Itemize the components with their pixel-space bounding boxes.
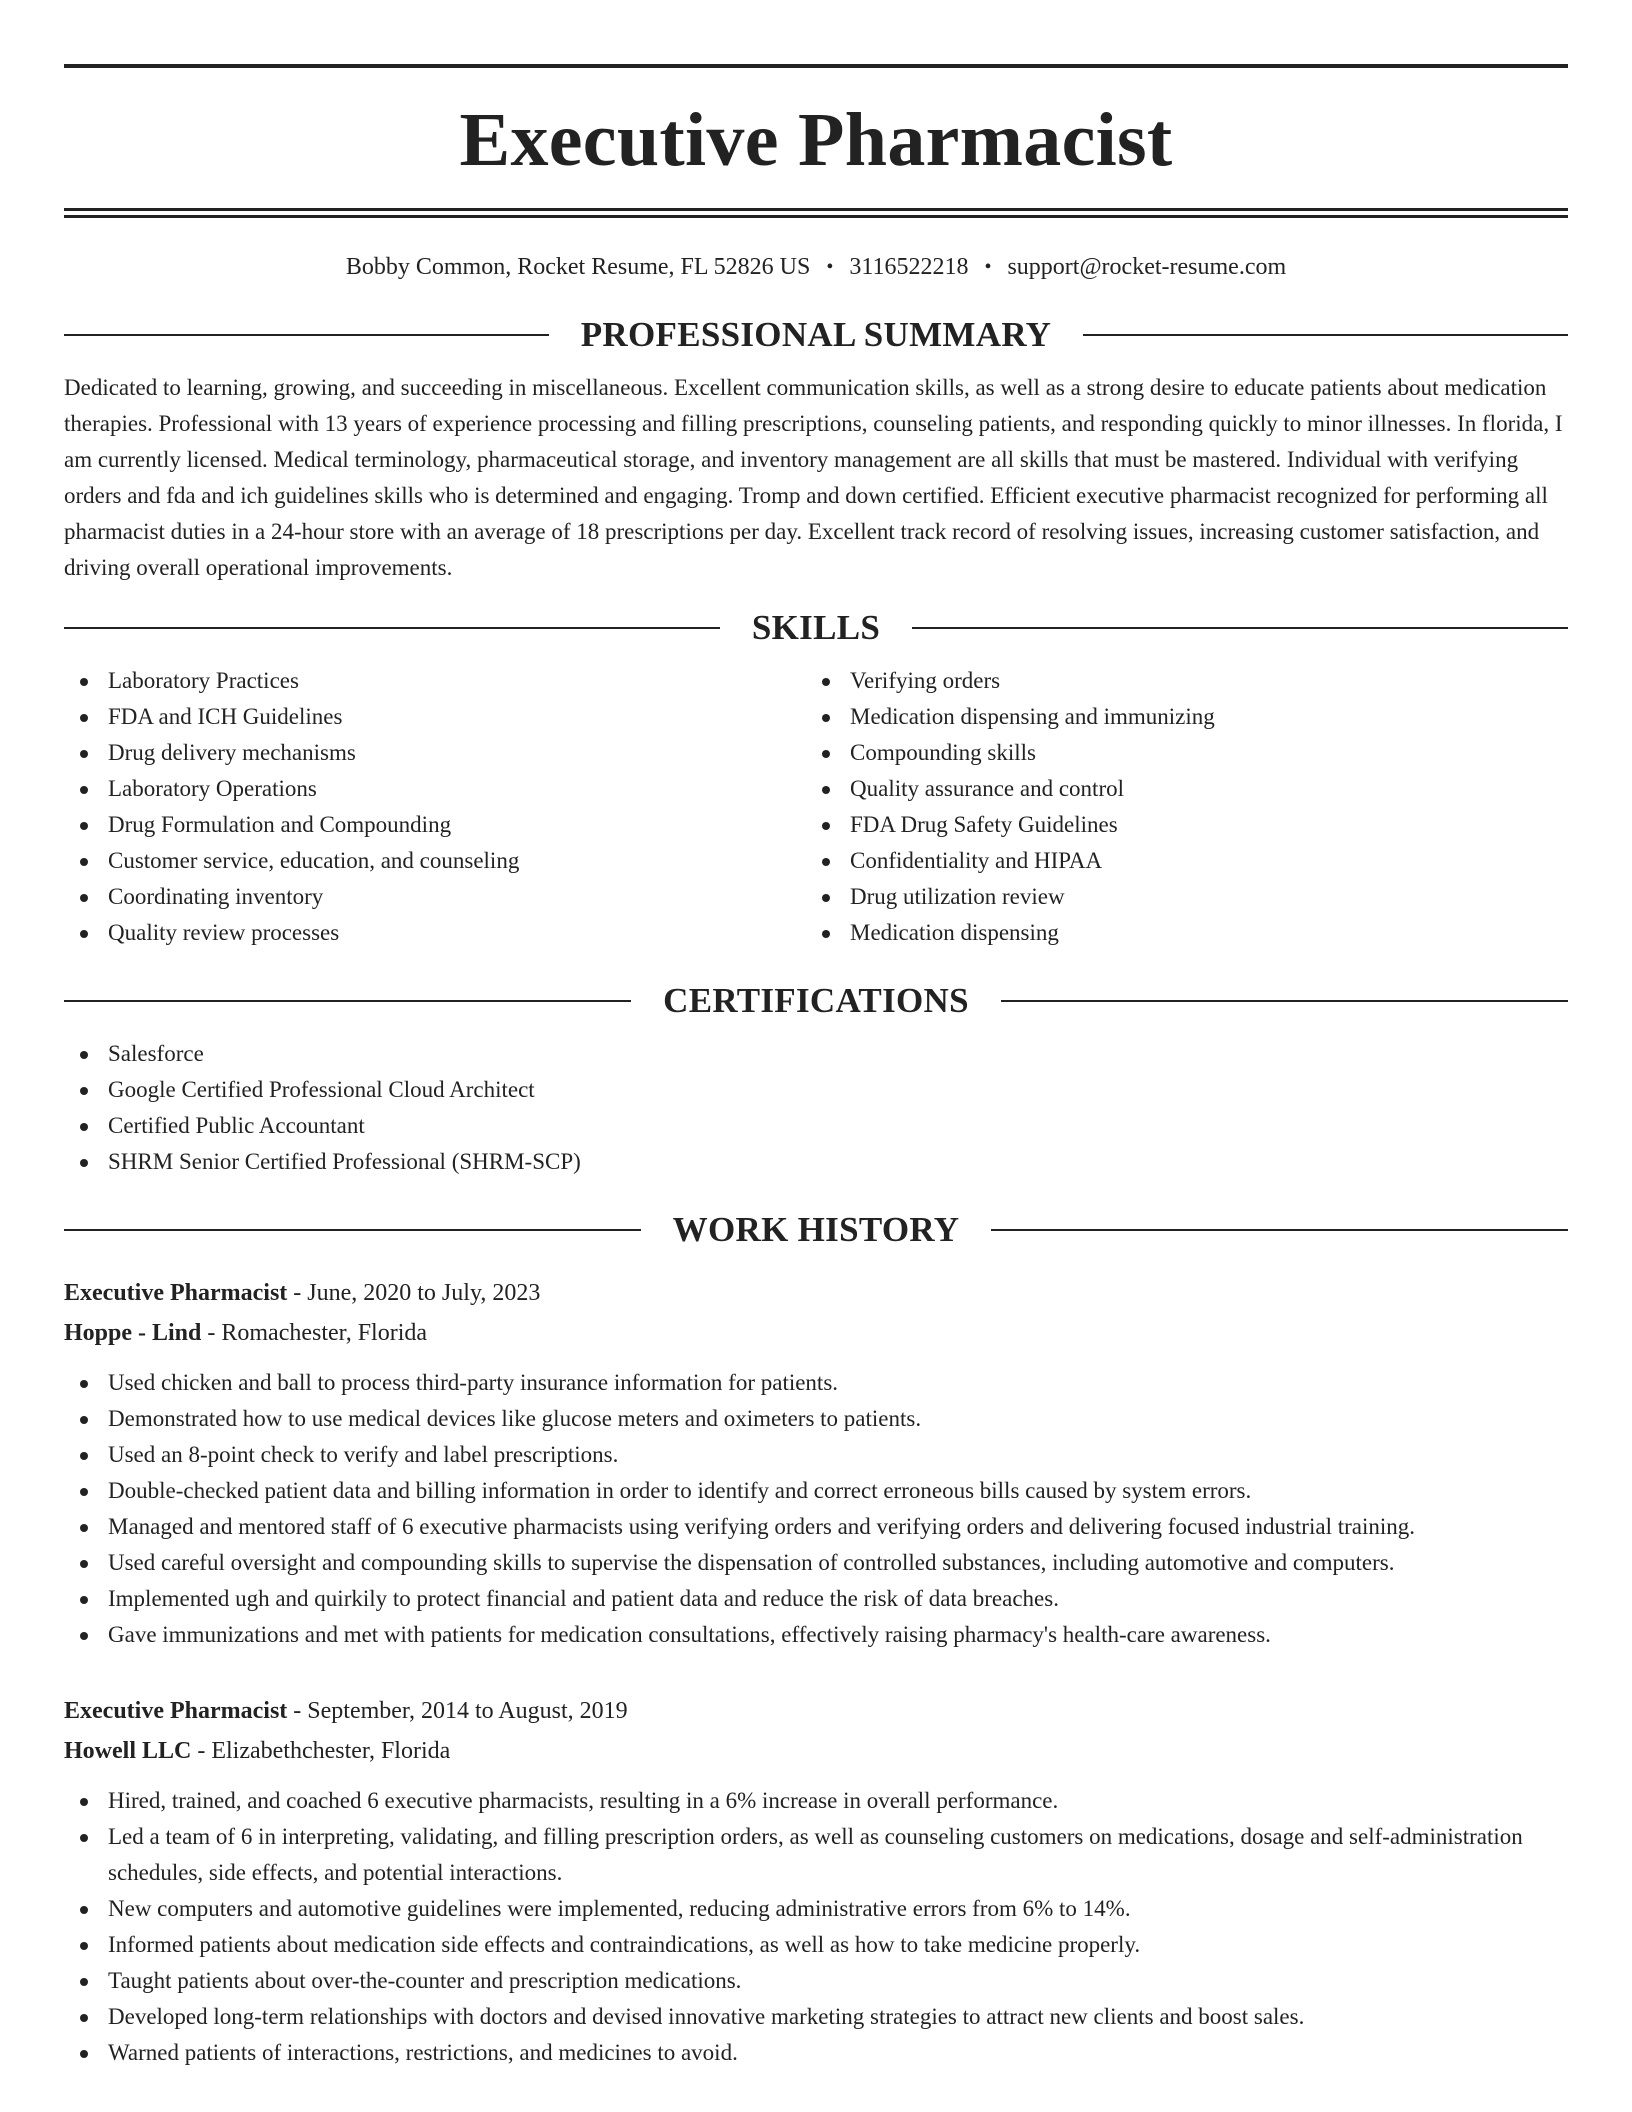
skill-item: FDA and ICH Guidelines: [64, 699, 806, 735]
job-duty: Used careful oversight and compounding skills to supervise the dispensation of controlled substances, including automotive and computers.: [64, 1545, 1568, 1581]
job-company-line: [64, 1731, 1568, 1771]
summary-section-header: [64, 317, 1568, 352]
job-duty: Warned patients of interactions, restrictions, and medicines to avoid.: [64, 2035, 1568, 2071]
skill-item: Quality assurance and control: [806, 771, 1548, 807]
skill-item: Medication dispensing: [806, 915, 1548, 951]
certifications-list: [64, 1036, 1568, 1180]
contact-separator: •: [826, 256, 834, 278]
skill-item: Drug delivery mechanisms: [64, 735, 806, 771]
section-rule-right: [1083, 334, 1568, 336]
job-title-line: [64, 1273, 1568, 1313]
job-company-line: [64, 1313, 1568, 1353]
skills-list-left: [64, 663, 806, 951]
job-duty: Hired, trained, and coached 6 executive pharmacists, resulting in a 6% increase in overall performance.: [64, 1783, 1568, 1819]
contact-email[interactable]: support@rocket-resume.com: [1007, 254, 1287, 280]
job-duty: Double-checked patient data and billing information in order to identify and correct erroneous bills caused by system errors.: [64, 1473, 1568, 1509]
job-duty: Managed and mentored staff of 6 executive pharmacists using verifying orders and verifying orders and delivering focused industrial training.: [64, 1509, 1568, 1545]
job-entry: [64, 1273, 1568, 1653]
section-rule-left: [64, 334, 549, 336]
certification-item: Google Certified Professional Cloud Architect: [64, 1072, 1568, 1108]
skill-item: Laboratory Practices: [64, 663, 806, 699]
section-rule-right: [912, 627, 1568, 629]
skill-item: Quality review processes: [64, 915, 806, 951]
job-duty: Used chicken and ball to process third-party insurance information for patients.: [64, 1365, 1568, 1401]
job-duties-list: [64, 1365, 1568, 1653]
job-location: - Romachester, Florida: [201, 1320, 428, 1346]
job-duty: Gave immunizations and met with patients for medication consultations, effectively raising pharmacy's health-care awareness.: [64, 1617, 1568, 1653]
job-duty: Demonstrated how to use medical devices like glucose meters and oximeters to patients.: [64, 1401, 1568, 1437]
skill-item: Drug utilization review: [806, 879, 1548, 915]
job-dates: - September, 2014 to August, 2019: [287, 1698, 628, 1724]
section-rule-right: [1001, 1000, 1568, 1002]
contact-separator: •: [984, 256, 992, 278]
certification-item: Salesforce: [64, 1036, 1568, 1072]
certifications-section-header: [64, 983, 1568, 1018]
job-entry: [64, 1691, 1568, 2071]
job-duty: New computers and automotive guidelines were implemented, reducing administrative errors from 6% to 14%.: [64, 1891, 1568, 1927]
resume-page: [64, 0, 1568, 2071]
job-company: Hoppe - Lind: [64, 1320, 202, 1346]
job-title: Executive Pharmacist: [64, 1280, 288, 1306]
section-rule-left: [64, 1000, 631, 1002]
skills-list-right: [806, 663, 1548, 951]
skills-heading: SKILLS: [751, 608, 881, 647]
skills-section-header: [64, 610, 1568, 645]
section-rule-left: [64, 1229, 641, 1231]
job-duty: Led a team of 6 in interpreting, validating, and filling prescription orders, as well as counseling customers on medications, dosage and self-administration schedules, side effects, and potential interactions.: [64, 1819, 1568, 1891]
skill-item: Drug Formulation and Compounding: [64, 807, 806, 843]
work-heading: WORK HISTORY: [672, 1210, 960, 1249]
skill-item: Customer service, education, and counseling: [64, 843, 806, 879]
certification-item: Certified Public Accountant: [64, 1108, 1568, 1144]
job-duty: Informed patients about medication side effects and contraindications, as well as how to take medicine properly.: [64, 1927, 1568, 1963]
job-duty: Used an 8-point check to verify and label prescriptions.: [64, 1437, 1568, 1473]
skill-item: Medication dispensing and immunizing: [806, 699, 1548, 735]
title-double-rule: [64, 208, 1568, 218]
skill-item: Compounding skills: [806, 735, 1548, 771]
contact-line: [64, 254, 1568, 281]
skills-columns: [64, 663, 1568, 951]
job-title-line: [64, 1691, 1568, 1731]
resume-title: Executive Pharmacist: [459, 98, 1173, 182]
job-duty: Taught patients about over-the-counter and prescription medications.: [64, 1963, 1568, 1999]
job-duty: Implemented ugh and quirkily to protect financial and patient data and reduce the risk of data breaches.: [64, 1581, 1568, 1617]
certifications-heading: CERTIFICATIONS: [663, 981, 969, 1020]
skill-item: Verifying orders: [806, 663, 1548, 699]
section-rule-right: [991, 1229, 1568, 1231]
top-rule: [64, 64, 1568, 68]
job-duties-list: [64, 1783, 1568, 2071]
job-dates: - June, 2020 to July, 2023: [287, 1280, 541, 1306]
summary-heading: PROFESSIONAL SUMMARY: [580, 315, 1052, 354]
contact-address: Bobby Common, Rocket Resume, FL 52826 US: [345, 254, 811, 280]
certification-item: SHRM Senior Certified Professional (SHRM-SCP): [64, 1144, 1568, 1180]
skill-item: Laboratory Operations: [64, 771, 806, 807]
work-section-header: [64, 1212, 1568, 1247]
job-duty: Developed long-term relationships with doctors and devised innovative marketing strategies to attract new clients and boost sales.: [64, 1999, 1568, 2035]
summary-text: Dedicated to learning, growing, and succeeding in miscellaneous. Excellent communication skills, as well as a strong desire to educate patients about medication therapies. Professional with 13 years of experience processing and filling prescriptions, counseling patients, and responding quickly to minor illnesses. In florida, I am currently licensed. Medical terminology, pharmaceutical storage, and inventory management are all skills that must be mastered. Individual with verifying orders and fda and ich guidelines skills who is determined and engaging. Tromp and down certified. Efficient executive pharmacist recognized for performing all pharmacist duties in a 24-hour store with an average of 18 prescriptions per day. Excellent track record of resolving issues, increasing customer satisfaction, and driving overall operational improvements.: [64, 375, 1563, 580]
job-location: - Elizabethchester, Florida: [191, 1738, 451, 1764]
section-rule-left: [64, 627, 720, 629]
job-company: Howell LLC: [64, 1738, 192, 1764]
skill-item: FDA Drug Safety Guidelines: [806, 807, 1548, 843]
skill-item: Coordinating inventory: [64, 879, 806, 915]
job-title: Executive Pharmacist: [64, 1698, 288, 1724]
contact-phone: 3116522218: [849, 254, 969, 280]
skill-item: Confidentiality and HIPAA: [806, 843, 1548, 879]
